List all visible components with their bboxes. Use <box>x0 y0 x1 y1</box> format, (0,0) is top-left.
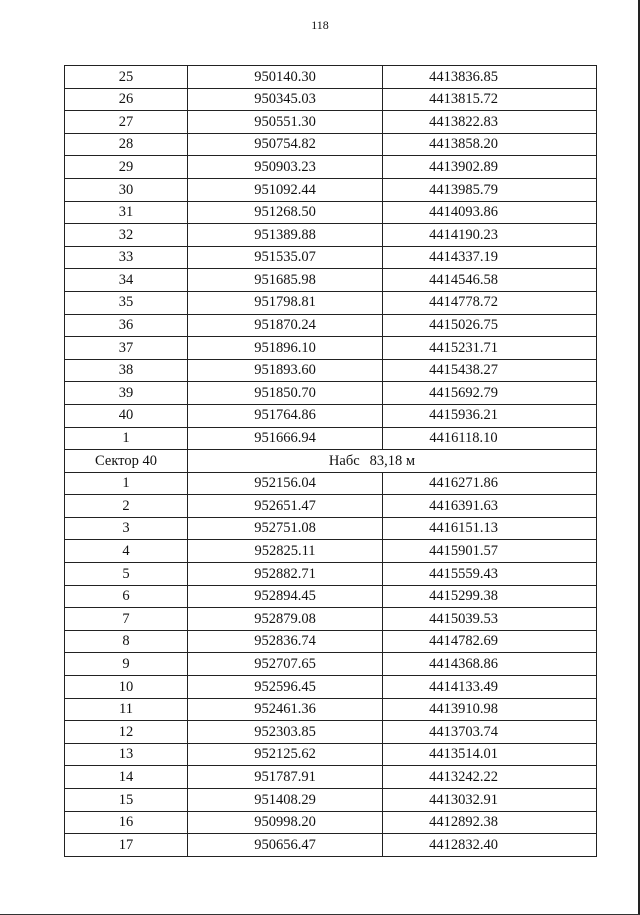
point-number-cell: 10 <box>65 676 188 699</box>
y-coordinate-cell: 4415438.27 <box>383 359 597 382</box>
x-coordinate-cell: 952894.45 <box>188 585 383 608</box>
x-coordinate-cell: 951896.10 <box>188 337 383 360</box>
x-coordinate-cell: 952825.11 <box>188 540 383 563</box>
sector-height-label: Набс <box>328 452 360 469</box>
table-row <box>65 404 597 427</box>
x-coordinate-cell: 952879.08 <box>188 608 383 631</box>
table-row <box>65 201 597 224</box>
point-number-cell: 25 <box>65 66 188 89</box>
x-coordinate-cell: 952707.65 <box>188 653 383 676</box>
point-number-cell: 30 <box>65 178 188 201</box>
table-row <box>65 133 597 156</box>
point-number-cell: 11 <box>65 698 188 721</box>
table-row <box>65 427 597 450</box>
y-coordinate-cell: 4413902.89 <box>383 156 597 179</box>
x-coordinate-cell: 951764.86 <box>188 404 383 427</box>
y-coordinate-cell: 4413985.79 <box>383 178 597 201</box>
sector-title: Сектор 40 <box>65 450 188 473</box>
point-number-cell: 3 <box>65 517 188 540</box>
table-row <box>65 721 597 744</box>
x-coordinate-cell: 952303.85 <box>188 721 383 744</box>
x-coordinate-cell: 951408.29 <box>188 789 383 812</box>
point-number-cell: 1 <box>65 427 188 450</box>
page-number: 118 <box>311 18 329 32</box>
point-number-cell: 29 <box>65 156 188 179</box>
point-number-cell: 9 <box>65 653 188 676</box>
table-row <box>65 88 597 111</box>
table-row <box>65 66 597 89</box>
x-coordinate-cell: 951092.44 <box>188 178 383 201</box>
x-coordinate-cell: 952836.74 <box>188 630 383 653</box>
x-coordinate-cell: 952125.62 <box>188 743 383 766</box>
x-coordinate-cell: 952882.71 <box>188 563 383 586</box>
point-number-cell: 13 <box>65 743 188 766</box>
x-coordinate-cell: 952751.08 <box>188 517 383 540</box>
x-coordinate-cell: 952461.36 <box>188 698 383 721</box>
point-number-cell: 40 <box>65 404 188 427</box>
table-row <box>65 359 597 382</box>
table-row <box>65 811 597 834</box>
y-coordinate-cell: 4416271.86 <box>383 472 597 495</box>
point-number-cell: 33 <box>65 246 188 269</box>
x-coordinate-cell: 951850.70 <box>188 382 383 405</box>
y-coordinate-cell: 4416118.10 <box>383 427 597 450</box>
y-coordinate-cell: 4414190.23 <box>383 224 597 247</box>
table-row <box>65 563 597 586</box>
point-number-cell: 16 <box>65 811 188 834</box>
x-coordinate-cell: 950656.47 <box>188 834 383 857</box>
table-row <box>65 834 597 857</box>
y-coordinate-cell: 4413032.91 <box>383 789 597 812</box>
table-row <box>65 156 597 179</box>
table-row <box>65 630 597 653</box>
x-coordinate-cell: 952651.47 <box>188 495 383 518</box>
table-row <box>65 224 597 247</box>
sector-header-group <box>65 450 597 473</box>
point-number-cell: 37 <box>65 337 188 360</box>
table-row <box>65 743 597 766</box>
x-coordinate-cell: 950551.30 <box>188 111 383 134</box>
table-row <box>65 337 597 360</box>
y-coordinate-cell: 4415026.75 <box>383 314 597 337</box>
y-coordinate-cell: 4415231.71 <box>383 337 597 360</box>
x-coordinate-cell: 950140.30 <box>188 66 383 89</box>
table-row <box>65 246 597 269</box>
x-coordinate-cell: 951268.50 <box>188 201 383 224</box>
table-row <box>65 676 597 699</box>
y-coordinate-cell: 4416151.13 <box>383 517 597 540</box>
y-coordinate-cell: 4414368.86 <box>383 653 597 676</box>
y-coordinate-cell: 4415299.38 <box>383 585 597 608</box>
y-coordinate-cell: 4413815.72 <box>383 88 597 111</box>
point-number-cell: 7 <box>65 608 188 631</box>
table-row <box>65 269 597 292</box>
y-coordinate-cell: 4412832.40 <box>383 834 597 857</box>
coordinates-section-b <box>65 472 597 856</box>
table-row <box>65 178 597 201</box>
sector-height-value: 83,18 м <box>369 452 416 469</box>
x-coordinate-cell: 951893.60 <box>188 359 383 382</box>
y-coordinate-cell: 4412892.38 <box>383 811 597 834</box>
y-coordinate-cell: 4414133.49 <box>383 676 597 699</box>
point-number-cell: 6 <box>65 585 188 608</box>
point-number-cell: 26 <box>65 88 188 111</box>
y-coordinate-cell: 4413514.01 <box>383 743 597 766</box>
point-number-cell: 15 <box>65 789 188 812</box>
sector-height-cell <box>188 450 597 473</box>
y-coordinate-cell: 4413822.83 <box>383 111 597 134</box>
y-coordinate-cell: 4413242.22 <box>383 766 597 789</box>
point-number-cell: 28 <box>65 133 188 156</box>
y-coordinate-cell: 4415692.79 <box>383 382 597 405</box>
table-row <box>65 608 597 631</box>
x-coordinate-cell: 951389.88 <box>188 224 383 247</box>
y-coordinate-cell: 4413858.20 <box>383 133 597 156</box>
point-number-cell: 5 <box>65 563 188 586</box>
y-coordinate-cell: 4413910.98 <box>383 698 597 721</box>
point-number-cell: 35 <box>65 291 188 314</box>
table-row <box>65 653 597 676</box>
point-number-cell: 38 <box>65 359 188 382</box>
point-number-cell: 1 <box>65 472 188 495</box>
x-coordinate-cell: 950754.82 <box>188 133 383 156</box>
x-coordinate-cell: 951535.07 <box>188 246 383 269</box>
table-row <box>65 698 597 721</box>
x-coordinate-cell: 951798.81 <box>188 291 383 314</box>
x-coordinate-cell: 950345.03 <box>188 88 383 111</box>
y-coordinate-cell: 4415936.21 <box>383 404 597 427</box>
point-number-cell: 39 <box>65 382 188 405</box>
table-row <box>65 585 597 608</box>
point-number-cell: 27 <box>65 111 188 134</box>
x-coordinate-cell: 951870.24 <box>188 314 383 337</box>
coordinates-section-a <box>65 66 597 450</box>
x-coordinate-cell: 950998.20 <box>188 811 383 834</box>
point-number-cell: 32 <box>65 224 188 247</box>
y-coordinate-cell: 4416391.63 <box>383 495 597 518</box>
table-row <box>65 517 597 540</box>
y-coordinate-cell: 4414782.69 <box>383 630 597 653</box>
y-coordinate-cell: 4413703.74 <box>383 721 597 744</box>
table-row <box>65 766 597 789</box>
x-coordinate-cell: 951685.98 <box>188 269 383 292</box>
point-number-cell: 36 <box>65 314 188 337</box>
table-row <box>65 789 597 812</box>
sector-header-row <box>65 450 597 473</box>
table-row <box>65 495 597 518</box>
point-number-cell: 2 <box>65 495 188 518</box>
point-number-cell: 8 <box>65 630 188 653</box>
y-coordinate-cell: 4413836.85 <box>383 66 597 89</box>
coordinates-table <box>64 65 597 857</box>
point-number-cell: 12 <box>65 721 188 744</box>
y-coordinate-cell: 4414093.86 <box>383 201 597 224</box>
table-row <box>65 382 597 405</box>
table-row <box>65 540 597 563</box>
point-number-cell: 14 <box>65 766 188 789</box>
table-row <box>65 291 597 314</box>
y-coordinate-cell: 4414778.72 <box>383 291 597 314</box>
table-row <box>65 472 597 495</box>
y-coordinate-cell: 4415901.57 <box>383 540 597 563</box>
point-number-cell: 17 <box>65 834 188 857</box>
point-number-cell: 31 <box>65 201 188 224</box>
y-coordinate-cell: 4415039.53 <box>383 608 597 631</box>
x-coordinate-cell: 951666.94 <box>188 427 383 450</box>
table-row <box>65 111 597 134</box>
x-coordinate-cell: 950903.23 <box>188 156 383 179</box>
y-coordinate-cell: 4414546.58 <box>383 269 597 292</box>
point-number-cell: 34 <box>65 269 188 292</box>
table-row <box>65 314 597 337</box>
y-coordinate-cell: 4414337.19 <box>383 246 597 269</box>
point-number-cell: 4 <box>65 540 188 563</box>
x-coordinate-cell: 952596.45 <box>188 676 383 699</box>
y-coordinate-cell: 4415559.43 <box>383 563 597 586</box>
x-coordinate-cell: 951787.91 <box>188 766 383 789</box>
x-coordinate-cell: 952156.04 <box>188 472 383 495</box>
